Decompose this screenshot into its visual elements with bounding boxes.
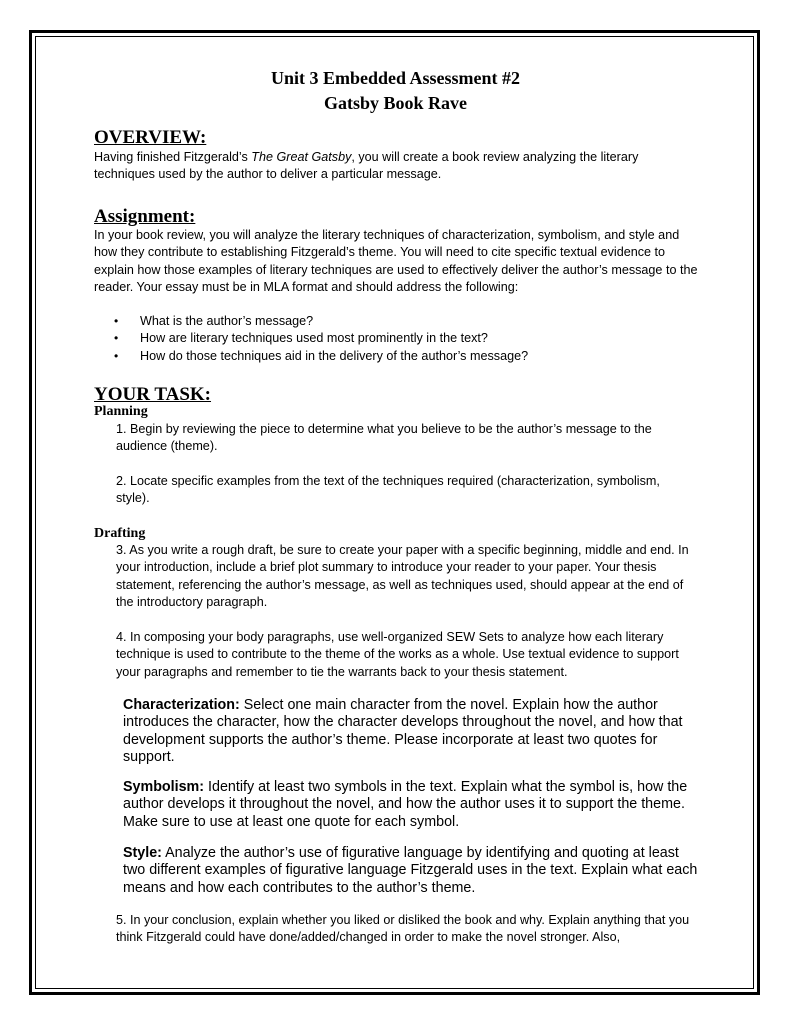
overview-paragraph	[94, 149, 694, 184]
drafting-step-3: 3. As you write a rough draft, be sure to create your paper with a specific beginning, middle and end. In your introduction, include a brief plot summary to introduce your reader to your paper. Your thesis statement, referencing the author’s message, as well as techniques used, should appear at the end of the introductory paragraph.	[116, 543, 689, 609]
drafting-step-4: 4. In composing your body paragraphs, use well-organized SEW Sets to analyze how each literary technique is used to contribute to the theme of the works as a whole. Use textual evidence to support your paragraphs and remember to tie the warrants back to your thesis statement.	[116, 630, 679, 679]
characterization-text: Select one main character from the novel. Explain how the author introduces the character, how the character develops throughout the novel, and how that development supports the author’s theme. Please incorporate at least two quotes for support.	[123, 697, 683, 765]
characterization-requirement	[123, 697, 703, 766]
symbolism-label: Symbolism:	[123, 779, 205, 795]
style-label: Style:	[123, 845, 162, 861]
your-task-heading: YOUR TASK:	[94, 384, 212, 405]
list-item: • How do those techniques aid in the delivery of the author’s message?	[112, 348, 528, 365]
drafting-heading: Drafting	[94, 526, 146, 541]
document-subtitle: Gatsby Book Rave	[323, 93, 467, 113]
symbolism-requirement	[123, 779, 703, 831]
assignment-heading: Assignment:	[94, 206, 196, 227]
conclusion-step-5: 5. In your conclusion, explain whether you liked or disliked the book and why. Explain anything that you think Fitzgerald could have done/added/changed in order to make the novel stronger. Also,	[116, 913, 690, 945]
planning-heading: Planning	[94, 404, 148, 419]
overview-text-end: , you will create a book review analyzing the literary techniques used by the author to deliver a particular message.	[94, 150, 639, 182]
assignment-questions	[112, 313, 528, 365]
book-title: The Great Gatsby	[251, 150, 352, 164]
overview-heading: OVERVIEW:	[94, 127, 207, 148]
style-text: Analyze the author’s use of figurative language by identifying and quoting at least two different examples of figurative language Fitzgerald uses in the text. Explain what each means and how each contributes to the author’s theme.	[123, 845, 698, 896]
style-requirement	[123, 845, 703, 897]
overview-text-start: Having finished Fitzgerald’s	[94, 150, 252, 164]
characterization-label: Characterization:	[123, 697, 240, 713]
document-title: Unit 3 Embedded Assessment #2	[270, 68, 521, 88]
symbolism-text: Identify at least two symbols in the text. Explain what the symbol is, how the author develops it throughout the novel, and how the author uses it to support the theme. Make sure to use at least one quote for each symbol.	[123, 779, 688, 830]
planning-step-2: 2. Locate specific examples from the text of the techniques required (characterization, symbolism, style).	[116, 474, 660, 506]
list-item: • What is the author’s message?	[112, 313, 528, 330]
planning-step-1: 1. Begin by reviewing the piece to determine what you believe to be the author’s message to the audience (theme).	[116, 422, 652, 454]
assignment-paragraph: In your book review, you will analyze the literary techniques of characterization, symbolism, and style and how they contribute to establishing Fitzgerald’s theme. You will need to cite specific textual evidence to explain how those examples of literary techniques are used to effectively deliver the author’s message to the reader. Your essay must be in MLA format and should address the following:	[94, 228, 698, 294]
list-item: • How are literary techniques used most prominently in the text?	[112, 330, 528, 347]
